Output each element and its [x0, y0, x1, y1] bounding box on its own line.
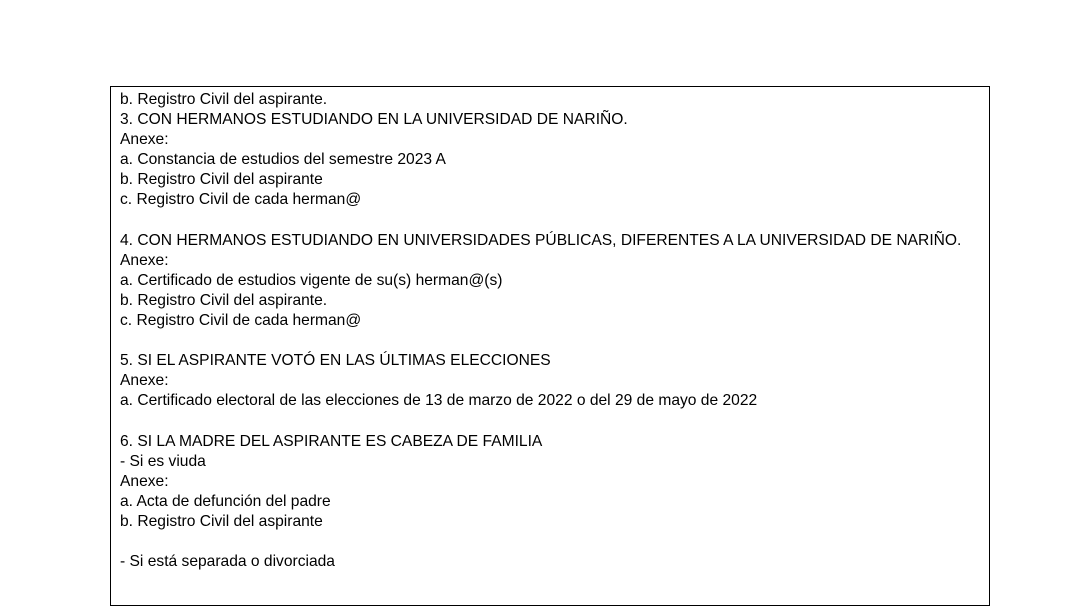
text-line: Anexe:	[120, 131, 169, 149]
text-line: a. Certificado electoral de las elecciones de 13 de marzo de 2022 o del 29 de mayo de 2022	[120, 392, 758, 410]
spacer	[120, 331, 989, 351]
text-line: b. Registro Civil del aspirante.	[120, 291, 328, 309]
text-line: Anexe:	[120, 251, 169, 269]
text-line: - Si es viuda	[120, 452, 206, 470]
text-line: b. Registro Civil del aspirante	[120, 512, 323, 530]
section-heading: 6. SI LA MADRE DEL ASPIRANTE ES CABEZA DE FAMILIA	[120, 432, 543, 450]
text-line: b. Registro Civil del aspirante.	[120, 91, 328, 108]
text-line: a. Constancia de estudios del semestre 2023 A	[120, 151, 446, 169]
text-line: c. Registro Civil de cada herman@	[120, 312, 362, 330]
section-heading: 3. CON HERMANOS ESTUDIANDO EN LA UNIVERSIDAD DE NARIÑO.	[120, 111, 628, 129]
text-line: - Si está separada o divorciada	[120, 553, 335, 571]
spacer	[120, 532, 989, 552]
requirements-box	[110, 86, 990, 606]
text-line: Anexe:	[120, 472, 169, 490]
section-heading: 5. SI EL ASPIRANTE VOTÓ EN LAS ÚLTIMAS ELECCIONES	[120, 352, 551, 370]
spacer	[120, 412, 989, 432]
section-heading: 4. CON HERMANOS ESTUDIANDO EN UNIVERSIDADES PÚBLICAS, DIFERENTES A LA UNIVERSIDAD DE NARIÑO.	[120, 231, 962, 249]
text-line: Anexe:	[120, 372, 169, 390]
text-line: c. Registro Civil de cada herman@	[120, 191, 362, 209]
spacer	[120, 211, 989, 231]
text-line: a. Certificado de estudios vigente de su(s) herman@(s)	[120, 271, 503, 289]
text-line: b. Registro Civil del aspirante	[120, 171, 323, 189]
text-line: a. Acta de defunción del padre	[120, 492, 331, 510]
